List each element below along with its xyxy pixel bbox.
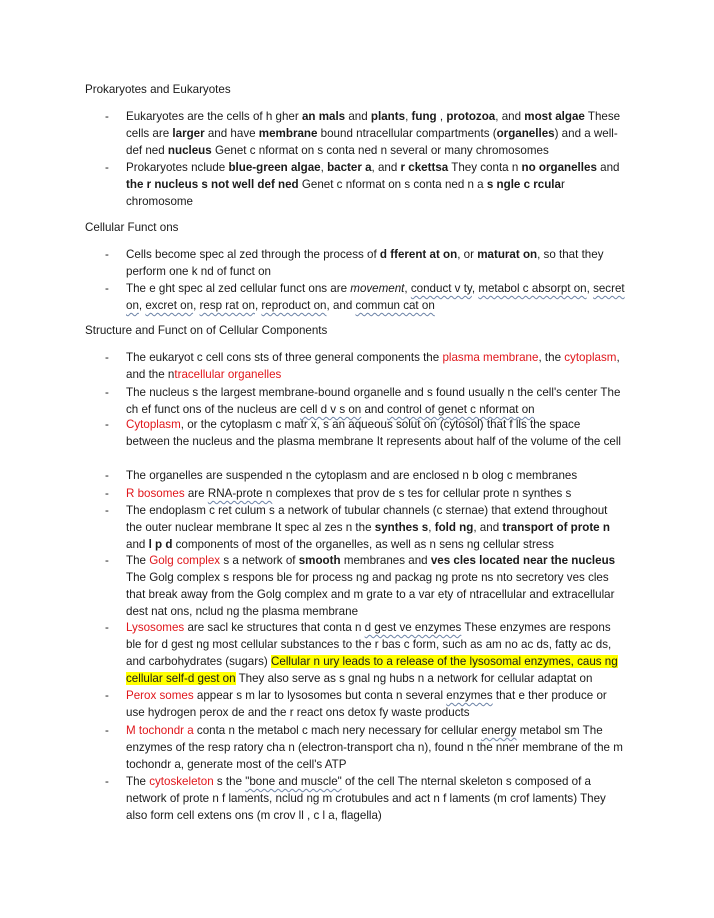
bullet-dash: - [105, 689, 109, 702]
text-run: RNA-prote n [207, 487, 273, 500]
section-heading-cellular-functions: Cellular Funct ons [85, 221, 179, 234]
bullet-dash: - [105, 248, 109, 261]
text-run: are sacl ke structures that conta n [184, 621, 365, 634]
bullet-mitochondria [85, 722, 625, 773]
text-run: smooth [298, 554, 341, 567]
text-run: blue-green algae [228, 161, 321, 174]
bullet-cytoplasm [85, 416, 625, 450]
text-run: maturat on [477, 248, 538, 261]
text-run: tracellular organelles [174, 368, 282, 381]
text-run: These enzymes are respons ble for d gest ng most cellular substances to the r bas c form, such as am no ac ds, fatty ac ds, and carbohydrates (sugars) [126, 621, 612, 668]
text-run: that e ther produce or use hydrogen perox de and the r react ons detox fy waste products [126, 689, 607, 719]
text-run: s a network of [220, 554, 299, 567]
text-run: synthes s [374, 521, 429, 534]
text-run: , [254, 299, 262, 312]
text-run: r chromosome [126, 178, 565, 208]
text-run: , and [326, 299, 356, 312]
text-run: , [193, 299, 200, 312]
text-run: of the cell The nternal skeleton s composed of a network of prote n f laments, nclud ng m crotubules and act n f laments (m crof laments) They also form cell extens ons (m crov ll , c l a, flagella) [126, 775, 606, 822]
text-run: ves cles located near the nucleus [430, 554, 616, 567]
bullet-dash: - [105, 469, 109, 482]
bullet-dash: - [105, 351, 109, 364]
text-run: , the [538, 351, 565, 364]
bullet-text [126, 467, 625, 484]
text-run: plants [370, 110, 406, 123]
bullet-ribosomes [85, 485, 625, 502]
text-run: Cells become spec al zed through the process of [126, 248, 380, 261]
text-run: organelles [496, 127, 555, 140]
text-run: and [596, 161, 620, 174]
text-run: They also serve as s gnal ng hubs n a network for cellular adaptat on [235, 672, 593, 685]
bullet-dash: - [105, 504, 109, 517]
bullet-dash: - [105, 724, 109, 737]
text-run: cytoplasm [564, 351, 617, 364]
text-run: These cells are [126, 110, 621, 140]
text-run: membrane [258, 127, 318, 140]
text-run: plasma membrane [442, 351, 539, 364]
text-run: and [345, 110, 371, 123]
text-run: Genet c nformat on s conta ned n a [298, 178, 487, 191]
text-run: an mals [301, 110, 346, 123]
bullet-dash: - [105, 487, 109, 500]
bullet-dash: - [105, 554, 109, 567]
text-run: , [138, 299, 146, 312]
text-run: The Golg complex s respons ble for process ng and packag ng prote ns nto secretory ves cles that break away from the Golg complex and m grate to a var ety of ntracellular and extracellular dest nat ons, nclud ng the plasma membrane [126, 571, 615, 618]
text-run: metabol c absorpt on [478, 282, 587, 295]
text-run: conduct v ty [410, 282, 472, 295]
text-run: complexes that prov de s tes for cellular prote n synthes s [272, 487, 572, 500]
bullet-general-components [85, 349, 625, 383]
text-run: most algae [524, 110, 585, 123]
text-run: , [586, 282, 594, 295]
text-run: , so that they perform one k nd of funct on [126, 248, 604, 278]
bullet-text [126, 552, 625, 620]
text-run: fung [411, 110, 437, 123]
bullet-prokaryotes [85, 159, 625, 210]
text-run: R bosomes [126, 487, 185, 500]
text-run: , and the n [126, 351, 620, 381]
text-run: The [126, 554, 150, 567]
text-run: , or [457, 248, 478, 261]
section-heading-prokaryotes: Prokaryotes and Eukaryotes [85, 83, 231, 96]
text-run: M tochondr a [126, 724, 194, 737]
text-run: s the [213, 775, 246, 788]
text-run: and have [204, 127, 259, 140]
text-run: Lysosomes [126, 621, 185, 634]
text-run: Perox somes [126, 689, 194, 702]
bullet-text [126, 108, 625, 159]
text-run: cell d v s on [300, 403, 362, 416]
text-run: "bone and muscle" [245, 775, 342, 788]
bullet-dash: - [105, 110, 109, 123]
bullet-dash: - [105, 418, 109, 431]
text-run: Cellular n ury leads to a release of the lysosomal enzymes, caus ng cellular self-d gest on [126, 655, 618, 685]
text-run: control of genet c nformat on [387, 403, 535, 416]
text-run: , [436, 110, 447, 123]
bullet-text [126, 502, 625, 553]
bullet-text [126, 619, 625, 687]
text-run: Genet c nformat on s conta ned n several or many chromosomes [211, 144, 549, 157]
text-run: resp rat on [199, 299, 255, 312]
text-run: enzymes [446, 689, 493, 702]
text-run: metabol sm The enzymes of the resp ratory cha n (electron-transport cha n), found n the nner membrane of the m tochondr a, generate most of the cell's ATP [126, 724, 623, 771]
text-run: components of most of the organelles, as well as n sens ng cellular stress [172, 538, 554, 551]
bullet-text [126, 687, 625, 721]
text-run: s ngle c rcula [486, 178, 561, 191]
text-run: larger [172, 127, 205, 140]
bullet-dash: - [105, 775, 109, 788]
text-run: , [471, 282, 479, 295]
text-run: cytoskeleton [149, 775, 214, 788]
text-run: membranes and [340, 554, 431, 567]
text-run: , and [473, 521, 503, 534]
text-run: The nucleus s the largest membrane-bound organelle and s found usually n the cell's center The ch ef funct ons of the nucleus are [126, 386, 621, 416]
bullet-text [126, 159, 625, 210]
bullet-endoplasmic-reticulum [85, 502, 625, 553]
text-run: Golg complex [149, 554, 221, 567]
text-run: They conta n [448, 161, 522, 174]
text-run: , [405, 110, 412, 123]
text-run: The eukaryot c cell cons sts of three general components the [126, 351, 443, 364]
text-run: reproduct on [261, 299, 327, 312]
text-run: are [184, 487, 208, 500]
bullet-dash: - [105, 621, 109, 634]
text-run: , [404, 282, 411, 295]
bullet-nucleus [85, 384, 625, 418]
text-run: no organelles [521, 161, 597, 174]
bullet-dash: - [105, 161, 109, 174]
text-run: bound ntracellular compartments ( [317, 127, 497, 140]
bullet-eight-functions [85, 280, 625, 314]
bullet-peroxisomes [85, 687, 625, 721]
bullet-golgi-complex [85, 552, 625, 620]
bullet-differentiation [85, 246, 625, 280]
text-run: , or the cytoplasm c matr x, s an aqueous solut on (cytosol) that f lls the space between the nucleus and the plasma membrane It represents about half of the volume of the cell [126, 418, 621, 448]
text-run: d gest ve enzymes [364, 621, 462, 634]
text-run: The e ght spec al zed cellular funct ons are [126, 282, 351, 295]
text-run: and [361, 403, 388, 416]
bullet-text [126, 349, 625, 383]
text-run: ) and a well-def ned [126, 127, 618, 157]
text-run: excret on [145, 299, 194, 312]
text-run: r ckettsa [400, 161, 449, 174]
text-run: secret on [126, 282, 625, 312]
text-run: commun cat on [355, 299, 435, 312]
bullet-dash: - [105, 282, 109, 295]
text-run: and [126, 538, 149, 551]
text-run: energy [481, 724, 517, 737]
text-run: Cytoplasm [126, 418, 181, 431]
text-run: , [320, 161, 328, 174]
text-run: the r nucleus s not well def ned [126, 178, 299, 191]
text-run: nucleus [167, 144, 212, 157]
text-run: Eukaryotes are the cells of h gher [126, 110, 302, 123]
bullet-text [126, 246, 625, 280]
text-run: , and [371, 161, 401, 174]
bullet-lysosomes [85, 619, 625, 687]
bullet-organelles [85, 467, 625, 484]
text-run: conta n the metabol c mach nery necessary for cellular [193, 724, 482, 737]
bullet-text [126, 773, 625, 824]
text-run: protozoa [446, 110, 496, 123]
text-run: The endoplasm c ret culum s a network of tubular channels (c sternae) that extend throughout the outer nuclear membrane It spec al zes n the [126, 504, 608, 534]
bullet-text [126, 722, 625, 773]
text-run: Prokaryotes nclude [126, 161, 229, 174]
text-run: The organelles are suspended n the cytoplasm and are enclosed n b olog c membranes [126, 469, 578, 482]
text-run: , and [495, 110, 525, 123]
bullet-text [126, 485, 625, 502]
bullet-text [126, 280, 625, 314]
bullet-eukaryotes [85, 108, 625, 159]
text-run: d fferent at on [379, 248, 458, 261]
text-run: appear s m lar to lysosomes but conta n several [193, 689, 447, 702]
text-run: , [428, 521, 435, 534]
text-run: transport of prote n [502, 521, 610, 534]
bullet-dash: - [105, 386, 109, 399]
bullet-text [126, 416, 625, 450]
bullet-text [126, 384, 625, 418]
text-run: The [126, 775, 150, 788]
text-run: l p d [148, 538, 173, 551]
section-heading-structure-function: Structure and Funct on of Cellular Components [85, 324, 328, 337]
bullet-cytoskeleton [85, 773, 625, 824]
text-run: fold ng [434, 521, 474, 534]
text-run: bacter a [327, 161, 372, 174]
text-run: movement [350, 282, 405, 295]
